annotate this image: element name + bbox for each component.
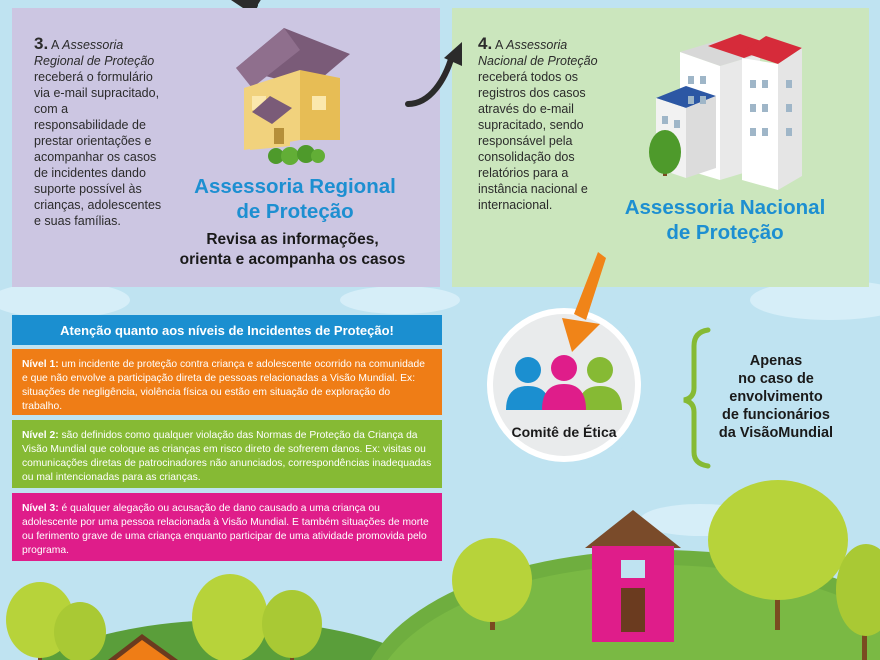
national-title-line2: de Proteção — [666, 221, 784, 244]
national-buildings-icon — [649, 34, 802, 190]
regional-title — [160, 174, 430, 224]
step4-text — [478, 36, 602, 213]
step4-org: Assessoria Nacional de Proteção — [478, 38, 598, 68]
brace-icon — [684, 330, 708, 466]
step4-prefix: A — [494, 38, 503, 52]
national-title — [590, 195, 860, 245]
regional-house-icon — [236, 28, 350, 165]
level-3-text: é qualquer alegação ou acusação de dano causado a uma criança ou adolescente por uma pessoa relacionada à Visão Mundial. E também situações de morte ou ferimento grave de uma criança enquanto participar de uma atividade promovida pelo programa. — [22, 503, 429, 556]
level-1-label: Nível 1: — [22, 359, 59, 370]
national-title-line1: Assessoria Nacional — [624, 196, 826, 219]
step4-number: 4. — [478, 34, 493, 53]
level-2-label: Nível 2: — [22, 430, 59, 441]
regional-title-line2: de Proteção — [236, 200, 354, 223]
apenas-line4: de funcionários — [722, 407, 830, 423]
apenas-line3: envolvimento — [729, 389, 823, 405]
apenas-line2: no caso de — [738, 371, 814, 387]
level-2-box — [12, 420, 442, 488]
regional-subtitle — [150, 230, 435, 270]
level-2-text: são definidos como qualquer violação das Normas de Proteção da Criança da Visão Mundial que coloque as crianças em risco direto de sofrerem danos. Ex: visitas ou comunicações diretas de patrocinadores não anunciados, correspondências inadequadas ou mal intencionadas para as crianças. — [22, 430, 432, 483]
step3-text — [34, 36, 162, 229]
step3-number: 3. — [34, 34, 49, 53]
alert-header: Atenção quanto aos níveis de Incidentes de Proteção! — [12, 315, 442, 345]
regional-subtitle-line1: Revisa as informações, — [206, 231, 379, 248]
level-1-text: um incidente de proteção contra criança e adolescente ocorrido na comunidade e que não envolve a participação direta de pessoas relacionadas a Visão Mundial. Ex: situações de negligência, violência física ou estão em situação de exploração do trabalho. — [22, 359, 425, 412]
step3-body: receberá o formulário via e-mail supracitado, com a responsabilidade de prestar orientações e acompanhar os casos de incidentes dando suporte possível às crianças, adolescentes e suas famílias. — [34, 70, 162, 228]
apenas-line1: Apenas — [749, 353, 803, 369]
arrow-curve-icon — [408, 56, 452, 104]
step3-prefix: A — [50, 38, 59, 52]
apenas-line5: da VisãoMundial — [718, 425, 834, 441]
step4-body: receberá todos os registros dos casos através do e-mail supracitado, sendo responsável pela consolidação dos relatórios para a instância nacional e internacional. — [478, 70, 588, 212]
regional-subtitle-line2: orienta e acompanha os casos — [179, 251, 406, 268]
comite-label: Comitê de Ética — [511, 424, 617, 440]
apenas-text — [716, 352, 836, 442]
level-3-label: Nível 3: — [22, 503, 59, 514]
level-3-box — [12, 493, 442, 561]
regional-title-line1: Assessoria Regional — [194, 175, 396, 198]
step3-org: Assessoria Regional de Proteção — [34, 38, 155, 68]
level-1-box — [12, 349, 442, 415]
